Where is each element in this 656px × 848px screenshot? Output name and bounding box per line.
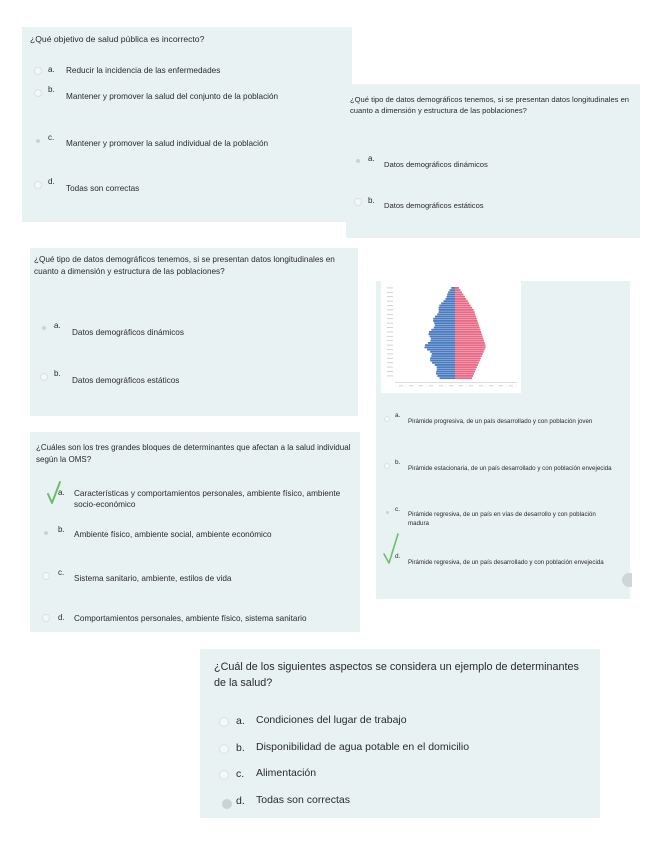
pyramid-y-tick xyxy=(387,349,393,350)
pyramid-bar-male xyxy=(430,357,455,359)
pyramid-bar-male xyxy=(451,287,455,289)
pyramid-bar-female xyxy=(455,349,485,351)
pyramid-bar-male xyxy=(432,362,455,364)
radio-a[interactable] xyxy=(219,717,229,727)
pyramid-bar-female xyxy=(455,364,478,366)
pyramid-bar-female xyxy=(455,353,483,355)
option-a-label[interactable]: Reducir la incidencia de las enfermedades xyxy=(66,66,221,75)
pyramid-x-tick xyxy=(479,385,483,386)
pyramid-y-tick xyxy=(387,288,393,289)
pyramid-bar-male xyxy=(430,351,455,353)
pyramid-y-tick xyxy=(387,310,393,311)
pyramid-bar-female xyxy=(455,360,480,362)
population-pyramid-chart xyxy=(381,281,521,393)
pyramid-y-tick xyxy=(387,376,393,377)
option-a-label[interactable]: Datos demográficos dinámicos xyxy=(72,328,184,337)
pyramid-bar-female xyxy=(455,296,465,298)
option-letter: a. xyxy=(48,65,55,74)
pyramid-bar-female xyxy=(455,329,480,331)
pyramid-bar-female xyxy=(455,298,466,300)
pyramid-bar-female xyxy=(455,331,481,333)
pyramid-bar-female xyxy=(455,346,486,348)
option-letter: b. xyxy=(236,742,245,754)
option-letter: b. xyxy=(48,85,55,94)
pyramid-bar-male xyxy=(430,335,455,337)
option-b-label[interactable]: Disponibilidad de agua potable en el domicilio xyxy=(256,741,470,753)
pyramid-x-tick xyxy=(499,385,503,386)
radio-b[interactable] xyxy=(219,744,229,754)
pyramid-bar-male xyxy=(439,309,455,311)
pyramid-bar-female xyxy=(455,342,485,344)
option-letter: a. xyxy=(54,321,61,330)
pyramid-bar-female xyxy=(455,344,486,346)
pyramid-x-tick xyxy=(409,385,413,386)
option-letter: d. xyxy=(395,553,401,560)
pyramid-bar-male xyxy=(433,318,455,320)
pyramid-bar-male xyxy=(433,320,455,322)
pyramid-bar-male xyxy=(437,366,455,368)
pyramid-bar-male xyxy=(436,373,455,375)
pyramid-x-tick xyxy=(459,385,463,386)
pyramid-y-tick xyxy=(387,367,393,368)
option-c-label[interactable]: Pirámide regresiva, de un país en vías de desarrollo y con población madura xyxy=(408,511,596,527)
radio-a[interactable] xyxy=(34,67,42,75)
pyramid-bar-male xyxy=(429,331,455,333)
pyramid-bar-male xyxy=(424,346,455,348)
radio-d[interactable] xyxy=(42,614,50,622)
radio-a-selected[interactable] xyxy=(42,326,46,330)
pyramid-x-tick xyxy=(399,385,403,386)
pyramid-bar-female xyxy=(455,307,472,309)
option-c-label[interactable]: Mantener y promover la salud individual de la población xyxy=(66,139,269,148)
radio-c-selected[interactable] xyxy=(386,511,389,514)
pyramid-x-tick xyxy=(439,385,443,386)
pyramid-bar-female xyxy=(455,300,468,302)
pyramid-bar-female xyxy=(455,362,479,364)
option-d-label[interactable]: Comportamientos personales, ambiente físico, sistema sanitario xyxy=(74,614,307,623)
pyramid-bar-male xyxy=(435,324,455,326)
radio-b[interactable] xyxy=(34,89,42,97)
pyramid-bar-male xyxy=(431,338,455,340)
pyramid-x-tick xyxy=(429,385,433,386)
question-text: ¿Qué tipo de datos demográficos tenemos, si se presentan datos longitudinales en cuanto a dimensión y estructura de las poblaciones? xyxy=(350,95,630,115)
pyramid-x-tick xyxy=(419,385,423,386)
question-text: ¿Qué tipo de datos demográficos tenemos, si se presentan datos longitudinales en cuanto a dimensión y estructura de las poblaciones? xyxy=(34,255,335,276)
question-text: ¿Cuáles son los tres grandes bloques de determinantes que afectan a la salud individual según la OMS? xyxy=(36,443,351,464)
option-letter: b. xyxy=(58,525,65,534)
pyramid-bar-female xyxy=(455,338,483,340)
pyramid-y-tick xyxy=(387,301,393,302)
pyramid-bar-female xyxy=(455,289,460,291)
pyramid-bar-male xyxy=(435,316,455,318)
question-card-3 xyxy=(30,248,358,416)
pyramid-bar-female xyxy=(455,333,482,335)
pyramid-x-tick xyxy=(449,385,453,386)
pyramid-bar-female xyxy=(455,373,474,375)
pyramid-y-tick xyxy=(387,358,393,359)
radio-c[interactable] xyxy=(219,770,229,780)
pyramid-y-tick xyxy=(387,318,393,319)
option-letter: b. xyxy=(368,196,375,205)
pyramid-bar-female xyxy=(455,351,484,353)
pyramid-bar-female xyxy=(455,311,475,313)
radio-a[interactable] xyxy=(384,416,390,422)
pyramid-x-tick xyxy=(509,385,513,386)
question-card-2 xyxy=(346,84,640,238)
option-letter: b. xyxy=(395,459,401,466)
option-letter: b. xyxy=(54,369,61,378)
pyramid-bar-male xyxy=(437,368,455,370)
pyramid-bar-female xyxy=(455,313,475,315)
pyramid-y-tick xyxy=(387,332,393,333)
option-letter: c. xyxy=(395,506,400,513)
pyramid-bar-female xyxy=(455,324,479,326)
pyramid-y-tick xyxy=(387,292,393,293)
pyramid-bar-male xyxy=(427,349,455,351)
pyramid-y-tick xyxy=(387,296,393,297)
option-letter: a. xyxy=(368,154,375,163)
option-letter: a. xyxy=(395,412,401,419)
pyramid-y-tick xyxy=(387,305,393,306)
pyramid-bar-female xyxy=(455,294,463,296)
pyramid-bar-female xyxy=(455,318,477,320)
question-text: ¿Qué objetivo de salud pública es incorrecto? xyxy=(30,34,205,44)
option-d-label[interactable]: Pirámide regresiva, de un país desarrollado y con población envejecida xyxy=(408,559,604,566)
pyramid-bar-female xyxy=(455,327,480,329)
option-b-label[interactable]: Ambiente físico, ambiente social, ambiente económico xyxy=(74,530,272,539)
pyramid-bar-male xyxy=(428,342,455,344)
pyramid-bar-female xyxy=(455,316,476,318)
option-letter: c. xyxy=(58,568,65,577)
option-c-label[interactable]: Alimentación xyxy=(256,767,317,779)
pyramid-bar-female xyxy=(455,320,477,322)
option-letter: d. xyxy=(236,795,245,807)
radio-c-selected[interactable] xyxy=(36,139,40,143)
option-d-label[interactable]: Todas son correctas xyxy=(66,184,140,193)
pyramid-bar-male xyxy=(448,291,455,293)
pyramid-bar-female xyxy=(455,366,477,368)
pyramid-bar-male xyxy=(439,307,455,309)
option-a-label[interactable]: Pirámide progresiva, de un país desarrollado y con población joven xyxy=(408,418,593,425)
pyramid-bar-female xyxy=(455,309,474,311)
pyramid-bar-male xyxy=(445,298,455,300)
pyramid-bar-male xyxy=(434,327,455,329)
pyramid-bar-female xyxy=(455,335,483,337)
pyramid-bar-male xyxy=(434,322,455,324)
scroll-handle[interactable] xyxy=(622,573,632,587)
pyramid-bar-female xyxy=(455,377,472,379)
option-c-label[interactable]: Sistema sanitario, ambiente, estilos de vida xyxy=(74,574,232,583)
pyramid-bar-female xyxy=(455,305,471,307)
option-a-label[interactable]: Características y comportamientos personales, ambiente físico, ambiente socio-económico xyxy=(74,489,341,509)
radio-c[interactable] xyxy=(42,572,50,580)
pyramid-bar-male xyxy=(436,371,455,373)
pyramid-bar-male xyxy=(439,305,455,307)
pyramid-y-tick xyxy=(387,345,393,346)
pyramid-bar-male xyxy=(430,360,455,362)
pyramid-bar-male xyxy=(437,375,455,377)
option-b-label[interactable]: Pirámide estacionaria, de un país desarrollado y con población envejecida xyxy=(408,465,612,472)
pyramid-bar-female xyxy=(455,371,475,373)
pyramid-bar-male xyxy=(439,311,455,313)
pyramid-bar-male xyxy=(440,377,455,379)
option-b-label[interactable]: Mantener y promover la salud del conjunto de la población xyxy=(66,92,279,101)
pyramid-y-tick xyxy=(387,371,393,372)
pyramid-bar-female xyxy=(455,368,476,370)
pyramid-bar-male xyxy=(432,353,455,355)
option-b-label[interactable]: Datos demográficos estáticos xyxy=(72,376,180,385)
question-card-4 xyxy=(30,432,360,632)
pyramid-x-tick xyxy=(469,385,473,386)
population-pyramid-image xyxy=(381,281,521,393)
pyramid-y-tick xyxy=(387,314,393,315)
option-a-label[interactable]: Datos demográficos dinámicos xyxy=(384,160,488,169)
pyramid-bar-male xyxy=(428,333,455,335)
option-letter: d. xyxy=(58,613,65,622)
pyramid-bar-female xyxy=(455,302,469,304)
pyramid-bar-female xyxy=(455,287,459,289)
radio-d-selected[interactable] xyxy=(222,799,232,809)
pyramid-bar-male xyxy=(450,289,455,291)
radio-b[interactable] xyxy=(40,373,48,381)
pyramid-bar-female xyxy=(455,291,462,293)
radio-d[interactable] xyxy=(34,181,42,189)
option-letter: d. xyxy=(48,177,55,186)
radio-b[interactable] xyxy=(384,463,390,469)
radio-a-selected[interactable] xyxy=(356,159,360,163)
pyramid-bar-male xyxy=(425,344,455,346)
pyramid-x-tick xyxy=(489,385,493,386)
pyramid-bar-male xyxy=(430,340,455,342)
pyramid-y-tick xyxy=(387,362,393,363)
option-letter: a. xyxy=(58,488,65,497)
question-card-6 xyxy=(200,649,600,818)
pyramid-bar-female xyxy=(455,355,482,357)
pyramid-bar-female xyxy=(455,375,473,377)
pyramid-y-tick xyxy=(387,336,393,337)
pyramid-bar-male xyxy=(447,294,455,296)
pyramid-bar-male xyxy=(444,300,455,302)
option-d-label[interactable]: Todas son correctas xyxy=(256,794,350,806)
pyramid-bar-male xyxy=(441,302,455,304)
pyramid-bar-male xyxy=(447,296,455,298)
correct-check-icon xyxy=(382,532,400,566)
option-letter: c. xyxy=(48,133,55,142)
pyramid-bar-male xyxy=(431,329,455,331)
pyramid-bar-male xyxy=(435,364,455,366)
option-a-label[interactable]: Condiciones del lugar de trabajo xyxy=(256,714,407,726)
option-b-label[interactable]: Datos demográficos estáticos xyxy=(384,201,484,210)
radio-b[interactable] xyxy=(354,198,362,206)
radio-b-selected[interactable] xyxy=(44,531,48,535)
pyramid-bar-female xyxy=(455,322,478,324)
pyramid-bar-female xyxy=(455,340,484,342)
pyramid-bar-female xyxy=(455,357,481,359)
pyramid-y-tick xyxy=(387,327,393,328)
pyramid-bar-male xyxy=(437,313,455,315)
pyramid-y-tick xyxy=(387,323,393,324)
pyramid-y-tick xyxy=(387,340,393,341)
question-text: ¿Cuál de los siguientes aspectos se considera un ejemplo de determinantes de la salud? xyxy=(214,661,579,689)
option-letter: a. xyxy=(236,715,245,727)
pyramid-bar-male xyxy=(431,355,455,357)
option-letter: c. xyxy=(236,768,245,780)
pyramid-y-tick xyxy=(387,354,393,355)
question-card-1 xyxy=(22,27,352,222)
